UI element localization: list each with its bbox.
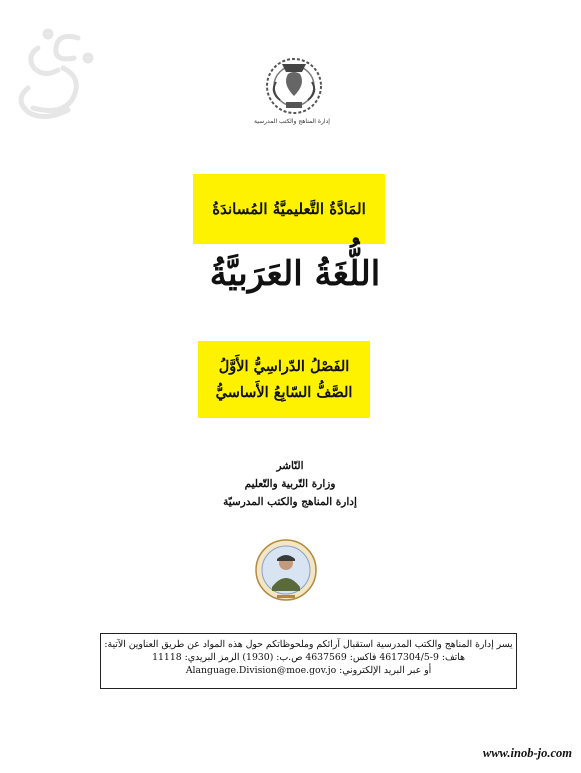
book-title: اللُّغَةُ العَرَبيَّةُ xyxy=(209,254,381,294)
semester-grade-box xyxy=(198,341,370,418)
contact-line-email: أو عبر البريد الإلكتروني: Alanguage.Division@moe.gov.jo xyxy=(185,665,432,676)
publisher-department: إدارة المناهج والكتب المدرسيّة xyxy=(223,496,357,508)
website-link[interactable]: www.inob-jo.com xyxy=(482,746,572,760)
semester-label: الفَصْلُ الدّراسِيُّ الأَوَّلُ xyxy=(218,357,350,375)
publisher-label: النّاشر xyxy=(276,460,304,472)
subject-label-box xyxy=(193,174,385,244)
grade-label: الصَّفُّ السّابِعُ الأَساسيُّ xyxy=(215,383,353,401)
publisher-block xyxy=(170,457,410,511)
contact-info-box xyxy=(100,633,517,689)
king-portrait-emblem-icon xyxy=(255,539,317,601)
subject-label: المَادَّةُ التَّعليميَّةُ المُساندَةُ xyxy=(212,200,366,218)
publisher-ministry: وزارة التّربية والتّعليم xyxy=(244,478,336,490)
contact-line-intro: يسر إدارة المناهج والكتب المدرسية استقبال آرائكم وملحوظاتكم حول هذه المواد عن طريق العناوين الآتية: xyxy=(104,639,513,650)
contact-line-phone: هاتف: 9-4617304/5 فاكس: 4637569 ص.ب: (1930) الرمز البريدي: 11118 xyxy=(152,652,465,663)
calligraphy-watermark-icon xyxy=(8,18,108,128)
crest-caption: إدارة المناهج والكتب المدرسية xyxy=(254,118,330,125)
jordan-crest-icon xyxy=(262,52,326,116)
